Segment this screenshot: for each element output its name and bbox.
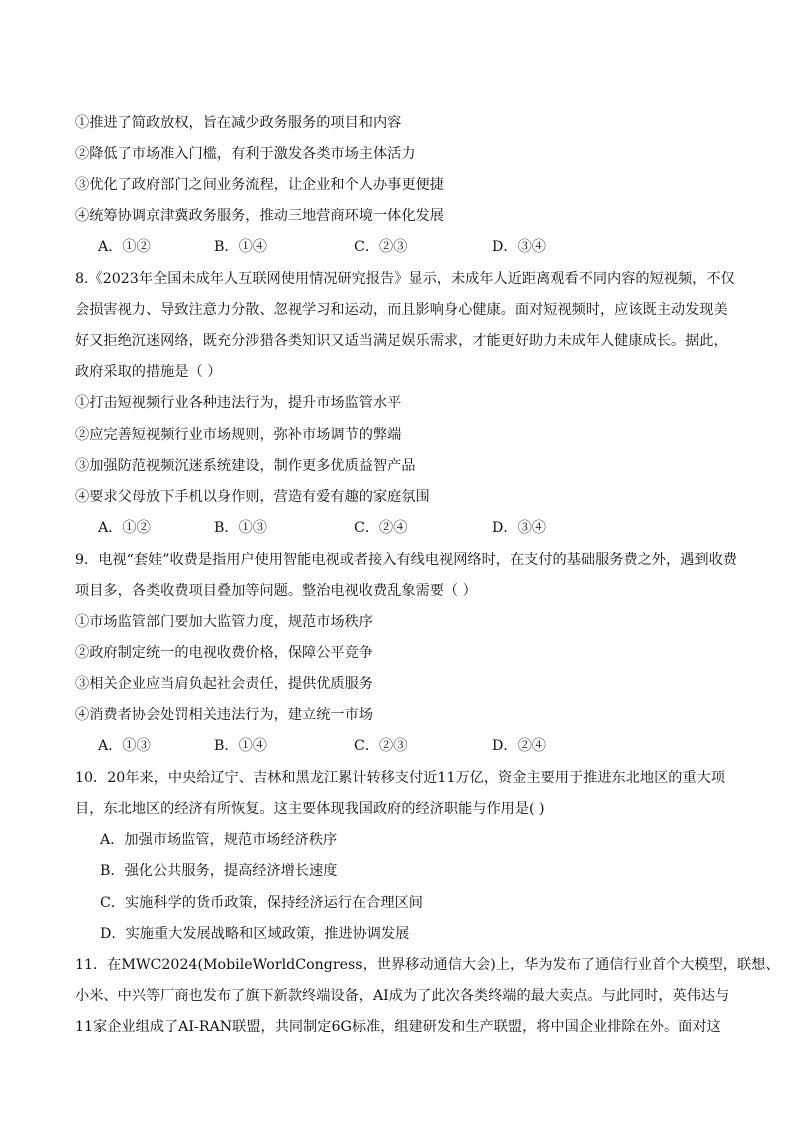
q8-option-c: C．②④ <box>354 520 408 536</box>
q10-stem-line-1: 10．20年来，中央给辽宁、吉林和黑龙江累计转移支付近11万亿，资金主要用于推进东北地区的重大项 <box>75 770 726 786</box>
q10-option-b: B．强化公共服务，提高经济增长速度 <box>100 863 338 879</box>
q7-option-d: D．③④ <box>492 239 546 255</box>
q7-option-a: A．①② <box>98 239 151 255</box>
q8-item-3: ③加强防范视频沉迷系统建设，制作更多优质益智产品 <box>75 458 416 474</box>
q9-item-4: ④消费者协会处罚相关违法行为，建立统一市场 <box>75 707 373 723</box>
q7-option-b: B．①④ <box>214 239 267 255</box>
q7-item-2: ②降低了市场准入门槛，有利于激发各类市场主体活力 <box>75 146 416 162</box>
q10-option-a: A．加强市场监管，规范市场经济秩序 <box>100 832 338 848</box>
q8-stem-line-3: 好又拒绝沉迷网络，既充分涉猎各类知识又适当满足娱乐需求，才能更好助力未成年人健康成长。据此， <box>75 333 728 349</box>
q9-stem-line-1: 9．电视“套娃”收费是指用户使用智能电视或者接入有线电视网络时，在支付的基础服务费之外，遇到收费 <box>75 552 737 568</box>
q9-option-a: A．①③ <box>98 738 151 754</box>
q7-option-c: C．②③ <box>354 239 408 255</box>
q7-item-1: ①推进了简政放权，旨在减少政务服务的项目和内容 <box>75 115 402 131</box>
q7-item-3: ③优化了政府部门之间业务流程，让企业和个人办事更便捷 <box>75 177 444 193</box>
q8-option-b: B．①③ <box>214 520 267 536</box>
q9-option-c: C．②③ <box>354 738 408 754</box>
q9-option-b: B．①④ <box>214 738 267 754</box>
q10-stem-line-2: 目，东北地区的经济有所恢复。这主要体现我国政府的经济职能与作用是( ) <box>75 801 545 817</box>
q8-option-d: D．③④ <box>492 520 546 536</box>
q11-stem-line-1: 11．在MWC2024(MobileWorldCongress，世界移动通信大会)上，华为发布了通信行业首个大模型，联想、 <box>75 957 780 973</box>
q8-option-a: A．①② <box>98 520 151 536</box>
q11-stem-line-2: 小米、中兴等厂商也发布了旗下新款终端设备，AI成为了此次各类终端的最大卖点。与此同时，英伟达与 <box>75 988 730 1004</box>
q8-stem-line-1: 8.《2023年全国未成年人互联网使用情况研究报告》显示，未成年人近距离观看不同内容的短视频，不仅 <box>75 271 735 287</box>
q8-stem-line-4: 政府采取的措施是（ ） <box>75 364 222 380</box>
q8-stem-line-2: 会损害视力、导致注意力分散、忽视学习和运动，而且影响身心健康。面对短视频时，应该既主动发现美 <box>75 302 728 318</box>
q11-stem-line-3: 11家企业组成了AI-RAN联盟，共同制定6G标准，组建研发和生产联盟，将中国企业排除在外。面对这 <box>75 1019 721 1035</box>
q9-option-d: D．②④ <box>492 738 546 754</box>
q9-item-1: ①市场监管部门要加大监管力度，规范市场秩序 <box>75 614 373 630</box>
q8-item-4: ④要求父母放下手机以身作则，营造有爱有趣的家庭氛围 <box>75 489 430 505</box>
q7-item-4: ④统筹协调京津冀政务服务，推动三地营商环境一体化发展 <box>75 208 444 224</box>
q10-option-d: D．实施重大发展战略和区域政策，推进协调发展 <box>100 926 410 942</box>
q9-item-3: ③相关企业应当肩负起社会责任，提供优质服务 <box>75 676 373 692</box>
q9-stem-line-2: 项目多，各类收费项目叠加等问题。整治电视收费乱象需要（ ） <box>75 583 477 599</box>
q8-item-1: ①打击短视频行业各种违法行为，提升市场监管水平 <box>75 395 402 411</box>
q10-option-c: C．实施科学的货币政策，保持经济运行在合理区间 <box>100 895 423 911</box>
q8-item-2: ②应完善短视频行业市场规则，弥补市场调节的弊端 <box>75 427 402 443</box>
q9-item-2: ②政府制定统一的电视收费价格，保障公平竞争 <box>75 645 373 661</box>
